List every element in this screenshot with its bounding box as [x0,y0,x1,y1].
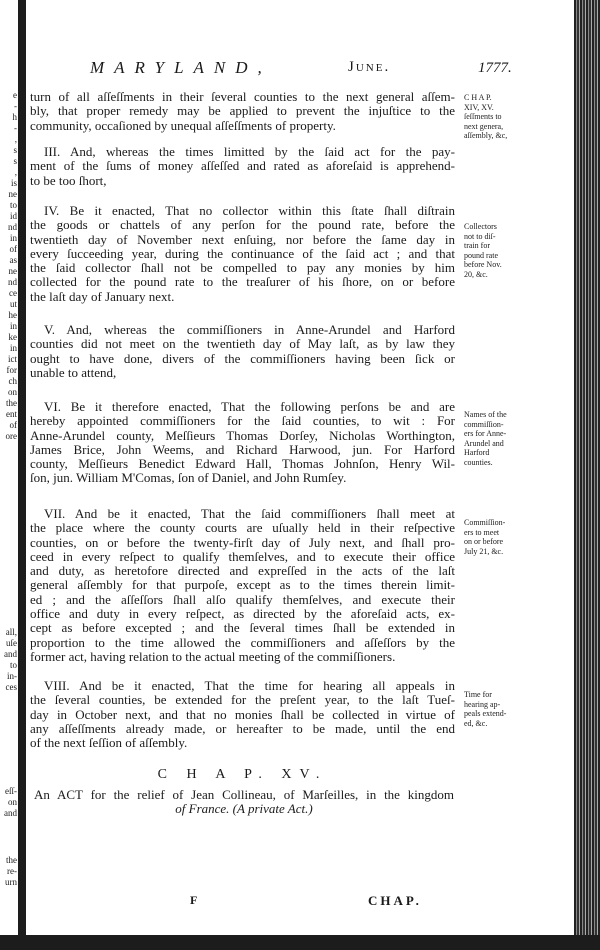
facing-page-fragment: eſſ- [5,786,17,796]
facing-page-fragment: - [14,101,17,111]
facing-page-fragment: s [13,145,17,155]
facing-page-fragment: nd [8,277,17,287]
facing-page-fragment: of [9,244,17,254]
facing-page-fragment: and [4,808,17,818]
text-line: to be too ſhort, [30,173,107,188]
facing-page-fragment: and [4,649,17,659]
margin-note-line: Harford [464,448,490,457]
text-line: day in October next, and that no monies ſhall be collected in virtue of [30,707,455,722]
facing-page-fragment: ore [5,431,17,441]
text-line: ceed in every reſpect to qualify themſelves, and to execute their office [30,549,455,564]
header-month: June. [348,59,391,75]
text-line: James Brice, John Weems, and Richard Harwood, jun. For Harford [30,442,455,457]
book-gutter [18,0,26,950]
margin-note-line: commiſſion- [464,419,504,429]
facing-page-edge [0,0,18,935]
text-line: collected for the pound rate to the treaſurer of his ſhore, on or before [30,275,455,290]
text-line: VI. Be it therefore enacted, That the following perſons be and are [44,400,455,414]
text-line: IV. Be it enacted, That no collector within this ſtate ſhall diſtrain [44,204,455,218]
facing-page-fragment: s [13,156,17,166]
text-line: V. And, whereas the commiſſioners in Anne-Arundel and Harford [44,323,455,337]
facing-page-fragment: nd [8,222,17,232]
margin-note-line: ſeſſments to [464,112,502,121]
facing-page-fragment: urn [5,877,17,887]
margin-note-line: 20, &c. [464,269,488,279]
facing-page-fragment: - [14,123,17,133]
facing-page-fragment: ch [8,376,17,386]
margin-note-line: July 21, &c. [464,546,504,556]
text-line: former act, having relation to the actual meeting of the commiſſioners. [30,649,396,664]
scan-border [0,935,600,950]
page-edge-stack [574,0,600,935]
facing-page-fragment: to [9,200,17,210]
facing-page-fragment: h [12,112,17,122]
margin-note [464,222,526,279]
margin-note [464,93,526,141]
facing-page-fragment: ke [8,332,17,342]
facing-page-fragment: in- [7,671,17,681]
facing-page-fragment: ce [9,288,17,298]
facing-page-fragment: id [9,211,17,221]
text-line: hereby appointed commiſſioners for the ſaid counties, to wit : For [30,414,455,429]
facing-page-fragment: uſe [6,638,17,648]
facing-page-fragment: ict [8,354,17,364]
facing-page-fragment: he [8,310,17,320]
margin-note-line: on or before [464,537,504,546]
margin-note-line: hearing ap- [464,699,501,709]
margin-note-line: train for [464,241,490,250]
paragraph [30,679,455,750]
margin-note-line: ers to meet [464,527,500,537]
margin-note-line: not to diſ- [464,231,496,241]
margin-note-line: ed, &c. [464,718,488,728]
text-line: turn of all aſſeſſments in their ſeveral counties to the next general aſſem- [30,90,455,104]
facing-page-fragment: on [8,387,17,397]
paragraph [30,145,455,188]
facing-page-fragment: ut [9,299,17,309]
paragraph [30,323,455,380]
facing-page-fragment: for [6,365,17,375]
text-line: community, occaſioned by unequal aſſeſſments of property. [30,118,336,133]
paragraph [30,507,455,664]
text-line: bly, that proper remedy may be applied to prevent the injuſtice to the [30,104,455,119]
facing-page-fragment: in [9,343,17,353]
facing-page-fragment: in [9,233,17,243]
facing-page-fragment: , [14,167,17,177]
margin-note-line: C H A P. [464,93,492,102]
facing-page-fragment: of [9,420,17,430]
facing-page-fragment: as [9,255,17,265]
chapter-title-line: of France. (A private Act.) [175,802,313,817]
facing-page-fragment: to [9,660,17,670]
margin-note-line: Arundel and [464,438,504,448]
text-line: counties, on or before the twenty-firſt day of July next, and ſhall pro- [30,535,455,550]
margin-note-line: ers for Anne- [464,429,507,438]
facing-page-fragment: re- [7,866,17,876]
paragraph [30,90,455,133]
chapter-title-line: An ACT for the relief of Jean Collineau, of Marſeilles, in the kingdom [34,788,454,802]
margin-note-line: aſſembly, &c, [464,131,508,140]
margin-note-line: before Nov. [464,260,502,269]
text-line: III. And, whereas the times limitted by the ſaid act for the pay- [44,145,455,159]
text-line: general aſſembly for that purpoſe, except as to the times therein limit- [30,578,455,593]
facing-page-fragment: the [6,398,17,408]
facing-page-fragment: the [6,855,17,865]
margin-note-line: peals extend- [464,709,507,718]
facing-page-fragment: e [13,90,17,100]
text-line: unable to attend, [30,365,117,380]
signature-mark: F [190,893,198,907]
text-line: VIII. And be it enacted, That the time for hearing all appeals in [44,679,455,693]
text-line: every ſucceeding year, during the continuance of the ſaid act ; and that [30,246,455,261]
margin-note [464,690,526,728]
paragraph [30,400,455,486]
margin-note-line: Time for [464,690,492,699]
text-line: the laſt day of January next. [30,289,175,304]
text-line: of the next ſeſſion of aſſembly. [30,736,188,751]
text-line: county, Meſſieurs Benedict Edward Hall, Thomas Johnſon, Henry Wil- [30,457,455,472]
text-line: counties did not meet on the twentieth day of May laſt, as by law they [30,337,455,352]
text-line: the place where the county courts are uſually held in their reſpective [30,521,455,536]
header-year: 1777. [478,60,512,76]
text-line: proportion to the time allowed the commiſſioners and aſſeſſors by the [30,635,455,650]
margin-note-line: Names of the [464,410,507,419]
margin-note-line: Commiſſion- [464,518,506,527]
facing-page-fragment: ne [8,266,17,276]
text-line: the ſeveral counties, be extended for the preſent year, to the laſt Tueſ- [30,693,455,708]
text-line: ſon, jun. William M'Comas, ſon of Daniel, and John Rumſey. [30,471,347,486]
text-line: any aſſeſſments already made, or hereafter to be made, until the end [30,721,455,736]
chapter-title [34,788,454,817]
paragraph [30,204,455,304]
text-line: ed ; and the aſſeſſors ſhall alſo qualify themſelves, and execute their [30,592,455,607]
text-line: cept as before excepted ; and the ſeveral times ſhall be extended in [30,621,455,636]
margin-note-line: XIV, XV. [464,102,494,112]
running-header [90,58,520,78]
margin-note-line: pound rate [464,250,498,260]
text-line: twentieth day of November next enſuing, nor before the ſame day in [30,232,455,247]
text-line: and duty, as heretofore directed and expreſſed in the acts of the laſt [30,564,455,579]
text-line: the goods or chattels of any perſon for the pound rate, before the [30,218,455,233]
facing-page-fragment: on [8,797,17,807]
margin-note-line: Collectors [464,222,497,231]
facing-page-fragment: ent [6,409,17,419]
chapter-heading: C H A P. XV. [157,767,328,782]
margin-note-line: counties. [464,457,493,467]
facing-page-fragment: is [10,178,17,188]
text-line: ought to have done, divers of the commiſſioners having been ſick or [30,351,455,366]
catchword: CHAP. [368,893,422,908]
facing-page-fragment: , [14,134,17,144]
text-line: VII. And be it enacted, That the ſaid commiſſioners ſhall meet at [44,507,455,521]
margin-note [464,410,526,467]
margin-note [464,518,526,556]
margin-note-line: next genera, [464,121,504,131]
text-line: Anne-Arundel county, Meſſieurs Thomas Dorſey, Nicholas Worthington, [30,428,455,443]
text-line: the ſaid collector ſhall not be compelled to pay any monies by him [30,261,455,276]
facing-page-fragment: ces [5,682,17,692]
header-title: MARYLAND, [90,58,272,77]
text-line: ment of the ſums of money aſſeſſed and rated as aforeſaid is apprehend- [30,159,455,174]
facing-page-fragment: ne [8,189,17,199]
text-line: office and duty in every reſpect, as directed by the aforeſaid acts, ex- [30,607,455,622]
facing-page-fragment: all, [5,627,17,637]
facing-page-fragment: in [9,321,17,331]
